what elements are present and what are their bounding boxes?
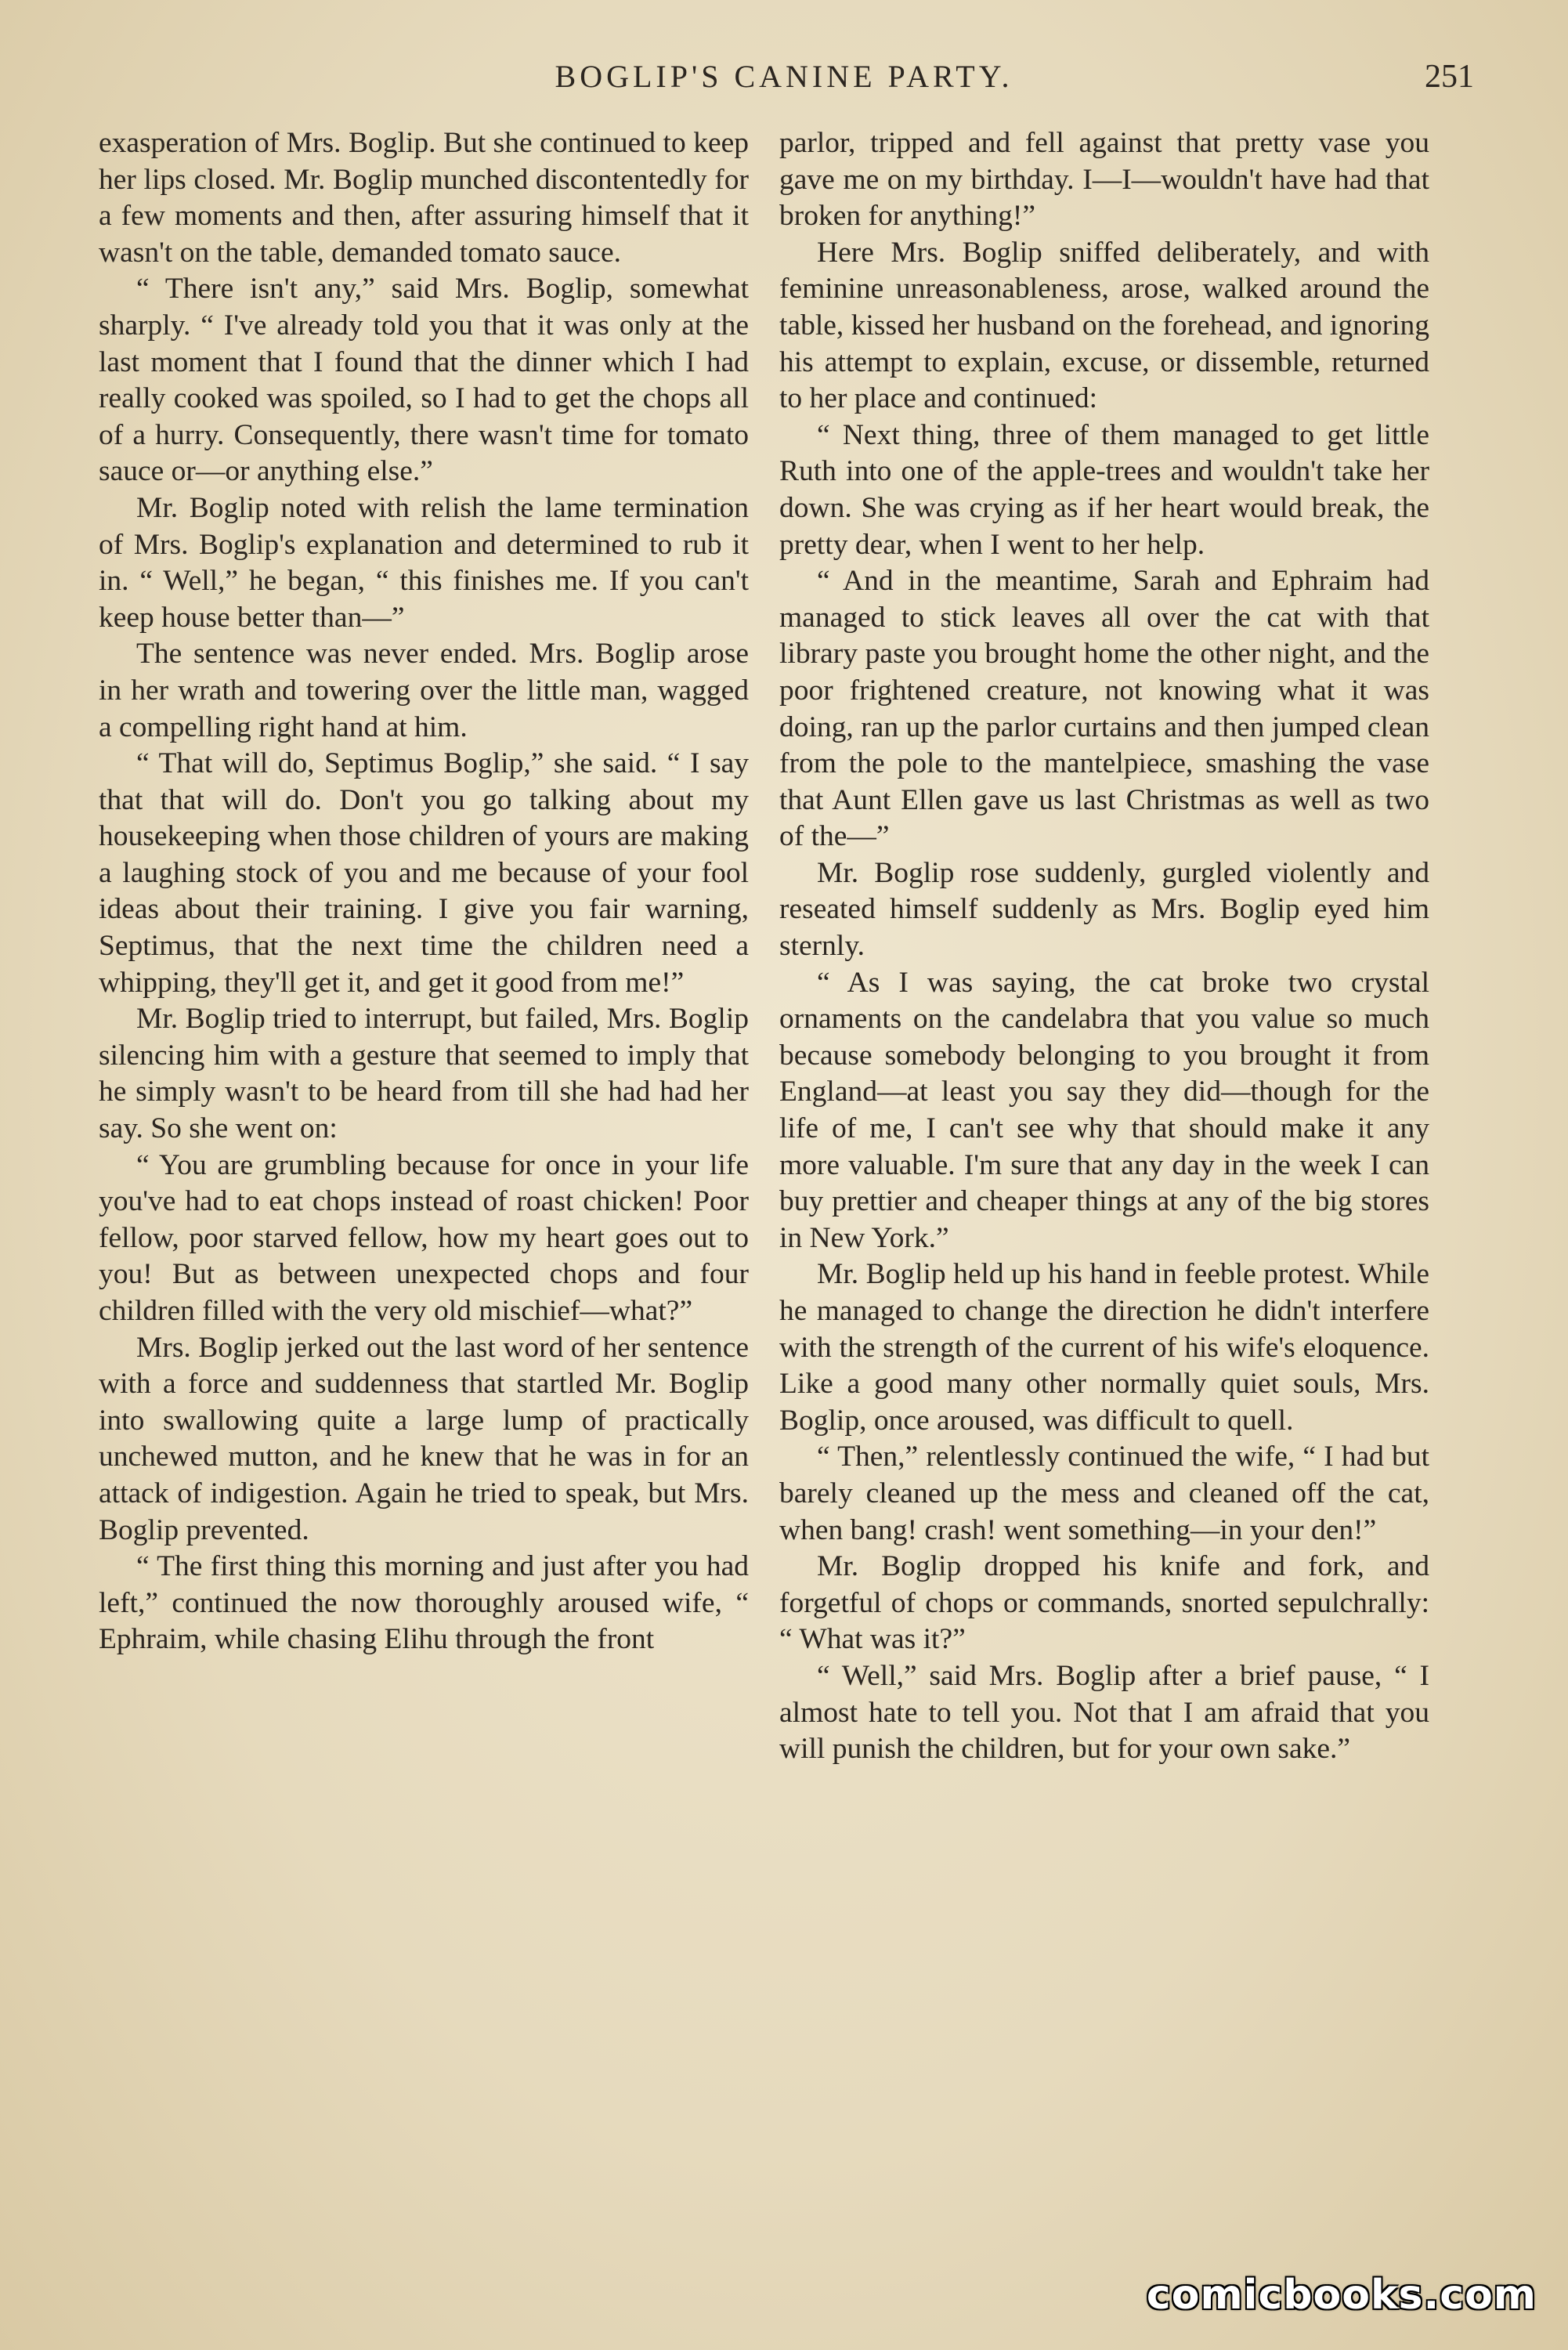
paragraph: exasperation of Mrs. Boglip. But she continued to keep her lips closed. Mr. Boglip munched discontentedly for a few moments and then, after assuring himself that it wasn't on the table, demanded tomato sauce. [99,127,749,269]
running-title: BOGLIP'S CANINE PARTY. [555,59,1013,94]
paragraph: “ Next thing, three of them managed to get little Ruth into one of the apple-trees and wouldn't take her down. She was crying as if her heart would break, the pretty dear, when I went to her help. [779,418,1429,561]
page-header [94,58,1474,105]
paragraph: “ That will do, Septimus Boglip,” she said. “ I say that that will do. Don't you go talking about my housekeeping when those children of yours are making a laughing stock of you and me because of your fool ideas about their training. I give you fair warning, Septimus, that the next time the children need a whipping, they'll get it, and get it good from me!” [99,747,749,999]
paragraph: Mr. Boglip held up his hand in feeble protest. While he managed to change the direction he didn't interfere with the strength of the current of his wife's eloquence. Like a good many other normally quiet souls, Mrs. Boglip, once aroused, was difficult to quell. [779,1258,1429,1437]
right-column [779,125,1429,1768]
paragraph: “ Well,” said Mrs. Boglip after a brief pause, “ I almost hate to tell you. Not that I am afraid that you will punish the children, but for your own sake.” [779,1659,1429,1766]
paragraph: “ As I was saying, the cat broke two crystal ornaments on the candelabra that you value so much because somebody belonging to you brought it from England—at least you say they did—though for the life of me, I can't see why that should make it any more valuable. I'm sure that any day in the week I can buy prettier and cheaper things at any of the big stores in New York.” [779,966,1429,1254]
paragraph: The sentence was never ended. Mrs. Boglip arose in her wrath and towering over the little man, wagged a compelling right hand at him. [99,638,749,743]
paragraph: Mr. Boglip noted with relish the lame termination of Mrs. Boglip's explanation and determined to rub it in. “ Well,” he began, “ this finishes me. If you can't keep house better than—” [99,491,749,634]
paragraph: “ The first thing this morning and just after you had left,” continued the now thoroughly aroused wife, “ Ephraim, while chasing Elihu through the front [99,1550,749,1656]
paragraph: “ There isn't any,” said Mrs. Boglip, somewhat sharply. “ I've already told you that it was only at the last moment that I found that the dinner which I had really cooked was spoiled, so I had to get the chops all of a hurry. Consequently, there wasn't time for tomato sauce or—or anything else.” [99,273,749,488]
paragraph: “ You are grumbling because for once in your life you've had to eat chops instead of roast chicken! Poor fellow, poor starved fellow, how my heart goes out to you! But as between unexpected chops and four children filled with the very old mischief—what?” [99,1148,749,1327]
paragraph: parlor, tripped and fell against that pretty vase you gave me on my birthday. I—I—wouldn't have had that broken for anything!” [779,127,1429,233]
paragraph: “ And in the meantime, Sarah and Ephraim had managed to stick leaves all over the cat with that library paste you brought home the other night, and the poor frightened creature, not knowing what it was doing, ran up the parlor curtains and then jumped clean from the pole to the mantelpiece, smashing the vase that Aunt Ellen gave us last Christmas as well as two of the—” [779,565,1429,853]
paragraph: Mr. Boglip dropped his knife and fork, and forgetful of chops or commands, snorted sepulchrally: “ What was it?” [779,1550,1429,1656]
paragraph: Mr. Boglip tried to interrupt, but failed, Mrs. Boglip silencing him with a gesture that seemed to imply that he simply wasn't to be heard from till she had had her say. So she went on: [99,1003,749,1145]
paragraph: Mr. Boglip rose suddenly, gurgled violently and reseated himself suddenly as Mrs. Boglip eyed him sternly. [779,856,1429,963]
site-watermark: comicbooks.com [1146,2272,1537,2319]
paragraph: Mrs. Boglip jerked out the last word of her sentence with a force and suddenness that startled Mr. Boglip into swallowing quite a large lump of practically unchewed mutton, and he knew that he was in for an attack of indigestion. Again he tried to speak, but Mrs. Boglip prevented. [99,1331,749,1546]
paragraph: Here Mrs. Boglip sniffed deliberately, and with feminine unreasonableness, arose, walked around the table, kissed her husband on the forehead, and ignoring his attempt to explain, excuse, or dissemble, returned to her place and continued: [779,236,1429,415]
page-number: 251 [1425,59,1474,95]
left-column [99,125,749,1658]
paragraph: “ Then,” relentlessly continued the wife, “ I had but barely cleaned up the mess and cleaned off the cat, when bang! crash! went something—in your den!” [779,1441,1429,1546]
